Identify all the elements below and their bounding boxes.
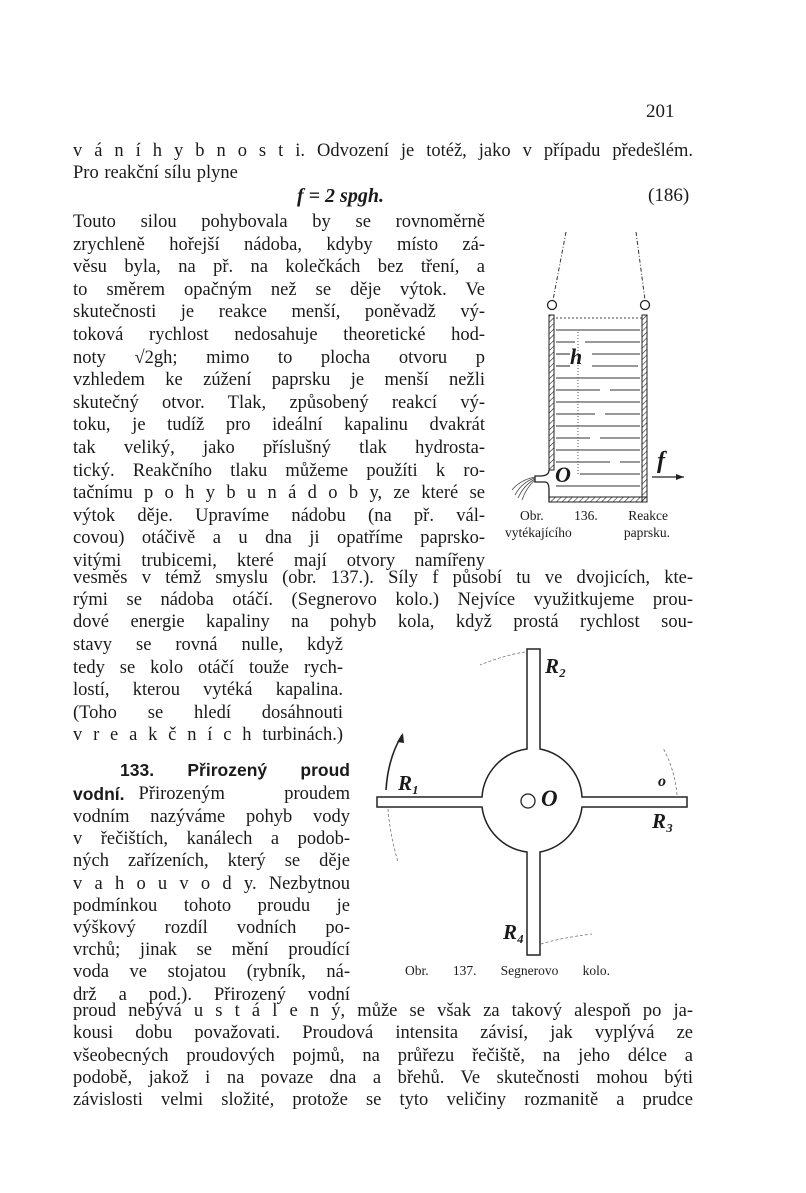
figure-136-caption-line1: Obr. 136. Reakce [520,508,668,523]
text-line: tak veliký, jako příslušný tlak hydrosta- [73,438,485,458]
text-line: výtok děje. Upravíme nádobu (na př. vál- [73,505,485,526]
page-number: 201 [646,101,675,122]
text-line: výškový rozdíl vodních po- [73,918,350,938]
text-line: stavy se rovná nulle, když [73,635,343,655]
text-line: v a h o u v o d y. Nezbytnou [73,873,350,894]
label-o-small: o [658,773,666,790]
text-line: skutečný otvor. Tlak, způsobený reakcí vý- [73,392,485,413]
label-center-o: O [541,786,558,811]
text-line: závislosti velmi složité, protože se tyto veličiny rozmanitě a prudce [73,1090,693,1111]
axis-circle [521,794,535,808]
text-line: tický. Reakčního tlaku můžeme použíti k ro- [73,460,485,481]
figure-136-caption-line2: vytékajícího paprsku. [505,525,670,540]
text-line: kousi dobu považovati. Proudová intensita závisí, jak vyplývá ze [73,1023,693,1044]
section-heading-continuation: vodní. [73,784,125,804]
text-line: vzhledem ke zúžení paprsku je menší nežli [73,370,485,391]
formula: f = 2 spgh. [297,185,384,207]
text-line: proud nebývá u s t á l e n ý, může se však za takový alespoň po ja- [73,1001,693,1021]
text-line: ných zařízeních, který se děje [73,851,350,872]
text-line: vitými trubicemi, které mají otvory namířeny [73,551,485,571]
text-line: toková rychlost nedosahuje theoretické hod- [73,325,485,345]
section-first-line-text: Přirozeným proudem [138,784,350,804]
text-line: Pro reakční sílu plyne [73,163,238,183]
text-line: (Toho se hledí dosáhnouti [73,702,343,723]
text-line: zrychleně hořejší nádoba, kdyby místo zá- [73,234,485,255]
text-line: noty √2gh; mimo to plocha otvoru p [73,347,485,368]
label-r4: R₄ [503,920,525,944]
label-o-opening: O [555,462,571,487]
text-line: podobě, jakož i na povaze dna a břehů. Ve skutečnosti mohou býti [73,1067,693,1088]
text-line: vodním nazýváme pohyb vody [73,807,350,827]
text-line: skutečnosti je reakce menší, poněvadž vý- [73,302,485,323]
text-line: tačnímu p o h y b u n á d o b y, ze které se [73,483,485,504]
text-line: lostí, kterou vytéká kapalina. [73,680,343,701]
text-line: toku, je tudíž pro ideální kapalinu dvakrát [73,415,485,436]
text-line: vrchů; jinak se mění proudící [73,940,350,961]
figure-137-caption: Obr. 137. Segnerovo kolo. [405,963,610,978]
label-h: h [570,344,583,369]
section-heading: 133. Přirozený proud [120,760,350,780]
text-line: dové energie kapaliny na pohyb kola, když prostá rychlost sou- [73,612,693,633]
label-f: f [657,448,665,474]
text-line: všeobecných proudových pojmů, na průřezu řečiště, na jeho délce a [73,1045,693,1066]
text-line: tedy se kolo otáčí touže rych- [73,657,343,678]
label-r3: R₃ [652,809,674,833]
text-line: covou) otáčivě a u dna ji opatříme paprsko- [73,528,485,549]
equation-number: (186) [648,185,690,206]
label-r2: R₂ [545,654,567,678]
text-line: to směrem opačným než se děje výtok. Ve [73,279,485,300]
text-line: Touto silou pohybovala by se rovnoměrně [73,212,485,232]
text-line: v řečištích, kanálech a podob- [73,829,350,850]
label-r1: R₁ [398,771,420,795]
text-line: rými se nádoba otáčí. (Segnerovo kolo.) Nejvíce využitkujeme prou- [73,590,693,611]
text-line: podmínkou tohoto proudu je [73,895,350,916]
text-line: vesměs v témž smyslu (obr. 137.). Síly f působí tu ve dvojicích, kte- [73,568,693,588]
text-line: v r e a k č n í c h turbinách.) [73,725,343,746]
text-line: voda ve stojatou (rybník, ná- [73,962,350,983]
text-line: věsu byla, na př. na kolečkách bez tření, a [73,257,485,278]
text-line: v á n í h y b n o s t i. Odvození je totéž, jako v případu předešlém. [73,141,693,161]
text-line: drž a pod.). Přirozený vodní [73,984,350,1005]
